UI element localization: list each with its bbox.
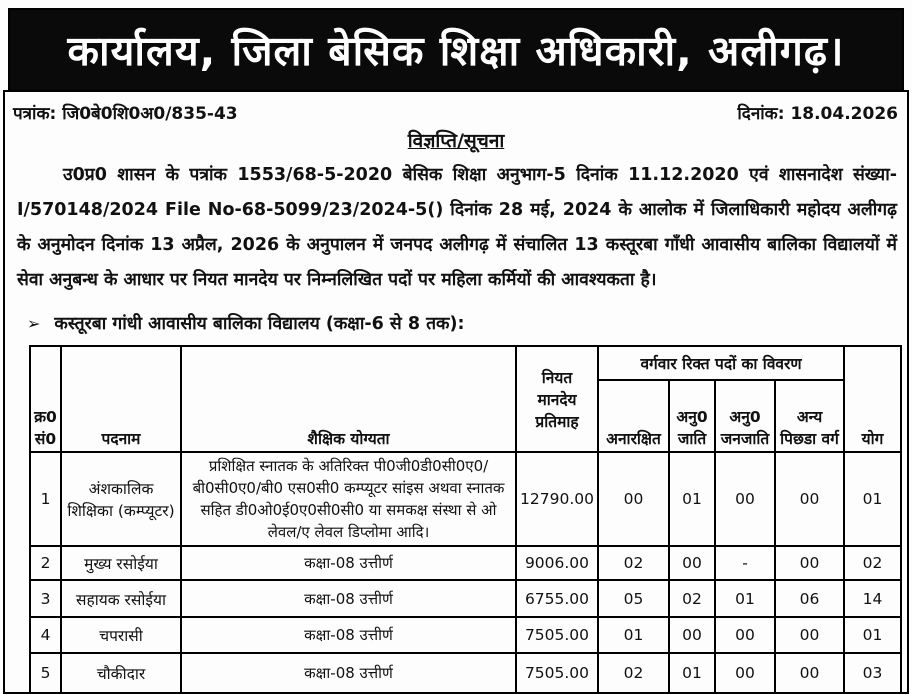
cell-obc: 06 xyxy=(775,580,844,617)
cell-honorarium: 6755.00 xyxy=(516,580,598,617)
cell-st: 00 xyxy=(715,617,775,653)
table-row xyxy=(30,452,901,546)
cell-sc: 02 xyxy=(669,580,715,617)
column-header-honorarium: नियत मानदेय प्रतिमाह xyxy=(516,346,598,452)
cell-total: 03 xyxy=(844,653,901,693)
cell-total: 01 xyxy=(844,452,901,546)
letter-ref-number: पत्रांक: जि0बे0शि0अ0/835-43 xyxy=(13,104,238,124)
column-header-sc: अनु0 जाति xyxy=(669,380,715,452)
cell-st: - xyxy=(715,546,775,580)
office-title: कार्यालय, जिला बेसिक शिक्षा अधिकारी, अलीगढ़। xyxy=(67,27,845,75)
arrow-bullet-icon: ➢ xyxy=(27,314,41,333)
column-header-unreserved: अनारक्षित xyxy=(598,380,669,452)
cell-obc: 00 xyxy=(775,653,844,693)
cell-serial: 1 xyxy=(30,452,61,546)
vacancy-table xyxy=(29,345,902,694)
column-header-qualification: शैक्षिक योग्यता xyxy=(181,346,516,452)
cell-serial: 3 xyxy=(30,580,61,617)
cell-sc: 00 xyxy=(669,617,715,653)
cell-total: 14 xyxy=(844,580,901,617)
column-header-serial: क्र0 सं0 xyxy=(30,346,61,452)
school-category-label: कस्तूरबा गांधी आवासीय बालिका विद्यालय (कक्षा-6 से 8 तक): xyxy=(54,314,465,334)
cell-qualification: कक्षा-08 उत्तीर्ण xyxy=(181,617,516,653)
column-header-obc: अन्य पिछडा वर्ग xyxy=(775,380,844,452)
column-group-header-vacancies: वर्गवार रिक्त पदों का विवरण xyxy=(598,346,844,380)
table-row xyxy=(30,653,901,693)
cell-st: 00 xyxy=(715,452,775,546)
cell-sc: 01 xyxy=(669,653,715,693)
table-row xyxy=(30,617,901,653)
cell-serial: 5 xyxy=(30,653,61,693)
cell-unreserved: 02 xyxy=(598,546,669,580)
cell-unreserved: 00 xyxy=(598,452,669,546)
cell-obc: 00 xyxy=(775,546,844,580)
cell-honorarium: 9006.00 xyxy=(516,546,598,580)
column-header-total: योग xyxy=(844,346,901,452)
vacancy-table-body xyxy=(30,452,901,693)
vacancy-table-header xyxy=(30,346,901,452)
cell-qualification: कक्षा-08 उत्तीर्ण xyxy=(181,653,516,693)
cell-honorarium: 7505.00 xyxy=(516,653,598,693)
cell-serial: 4 xyxy=(30,617,61,653)
cell-st: 01 xyxy=(715,580,775,617)
cell-unreserved: 05 xyxy=(598,580,669,617)
cell-post: मुख्य रसोईया xyxy=(61,546,181,580)
table-row xyxy=(30,546,901,580)
cell-serial: 2 xyxy=(30,546,61,580)
notice-heading: विज्ञप्ति/सूचना xyxy=(407,130,505,152)
document-frame xyxy=(3,90,909,694)
cell-qualification: कक्षा-08 उत्तीर्ण xyxy=(181,580,516,617)
cell-post: चौकीदार xyxy=(61,653,181,693)
cell-qualification: प्रशिक्षित स्नातक के अतिरिक्त पी0जी0डी0सी0ए0/बी0सी0ए0/बी0 एस0सी0 कम्प्यूटर सांइस अथवा स्नातक सहित डी0ओ0ई0ए0सी0सी0 या समकक्ष संस्था से ओ लेवल/ए लेवल डिप्लोमा आदि। xyxy=(181,452,516,546)
cell-honorarium: 12790.00 xyxy=(516,452,598,546)
school-category-line xyxy=(27,311,897,335)
column-header-st: अनु0 जनजाति xyxy=(715,380,775,452)
cell-qualification: कक्षा-08 उत्तीर्ण xyxy=(181,546,516,580)
letter-meta-row xyxy=(5,92,907,124)
column-header-post: पदनाम xyxy=(61,346,181,452)
cell-unreserved: 01 xyxy=(598,617,669,653)
office-masthead xyxy=(8,8,904,92)
cell-post: अंशकालिक शिक्षिका (कम्प्यूटर) xyxy=(61,452,181,546)
notice-body-paragraph: उ0प्र0 शासन के पत्रांक 1553/68-5-2020 बेसिक शिक्षा अनुभाग-5 दिनांक 11.12.2020 एवं शासनादेश संख्या-I/570148/2024 File No-68-5099/23/2024-5() दिनांक 28 मई, 2024 के आलोक में जिलाधिकारी महोदय अलीगढ़ के अनुमोदन दिनांक 13 अप्रैल, 2026 के अनुपालन में जनपद अलीगढ़ में संचालित 13 कस्तूरबा गाँधी आवासीय बालिका विद्यालयों में सेवा अनुबन्ध के आधार पर नियत मानदेय पर निम्नलिखित पदों पर महिला कर्मियों की आवश्यकता है। xyxy=(17,165,897,290)
cell-sc: 01 xyxy=(669,452,715,546)
cell-obc: 00 xyxy=(775,452,844,546)
cell-sc: 00 xyxy=(669,546,715,580)
cell-st: 00 xyxy=(715,653,775,693)
table-row xyxy=(30,580,901,617)
cell-total: 02 xyxy=(844,546,901,580)
cell-unreserved: 02 xyxy=(598,653,669,693)
cell-post: चपरासी xyxy=(61,617,181,653)
letter-date: दिनांक: 18.04.2026 xyxy=(737,104,898,124)
cell-total: 01 xyxy=(844,617,901,653)
cell-obc: 00 xyxy=(775,617,844,653)
cell-honorarium: 7505.00 xyxy=(516,617,598,653)
cell-post: सहायक रसोईया xyxy=(61,580,181,617)
